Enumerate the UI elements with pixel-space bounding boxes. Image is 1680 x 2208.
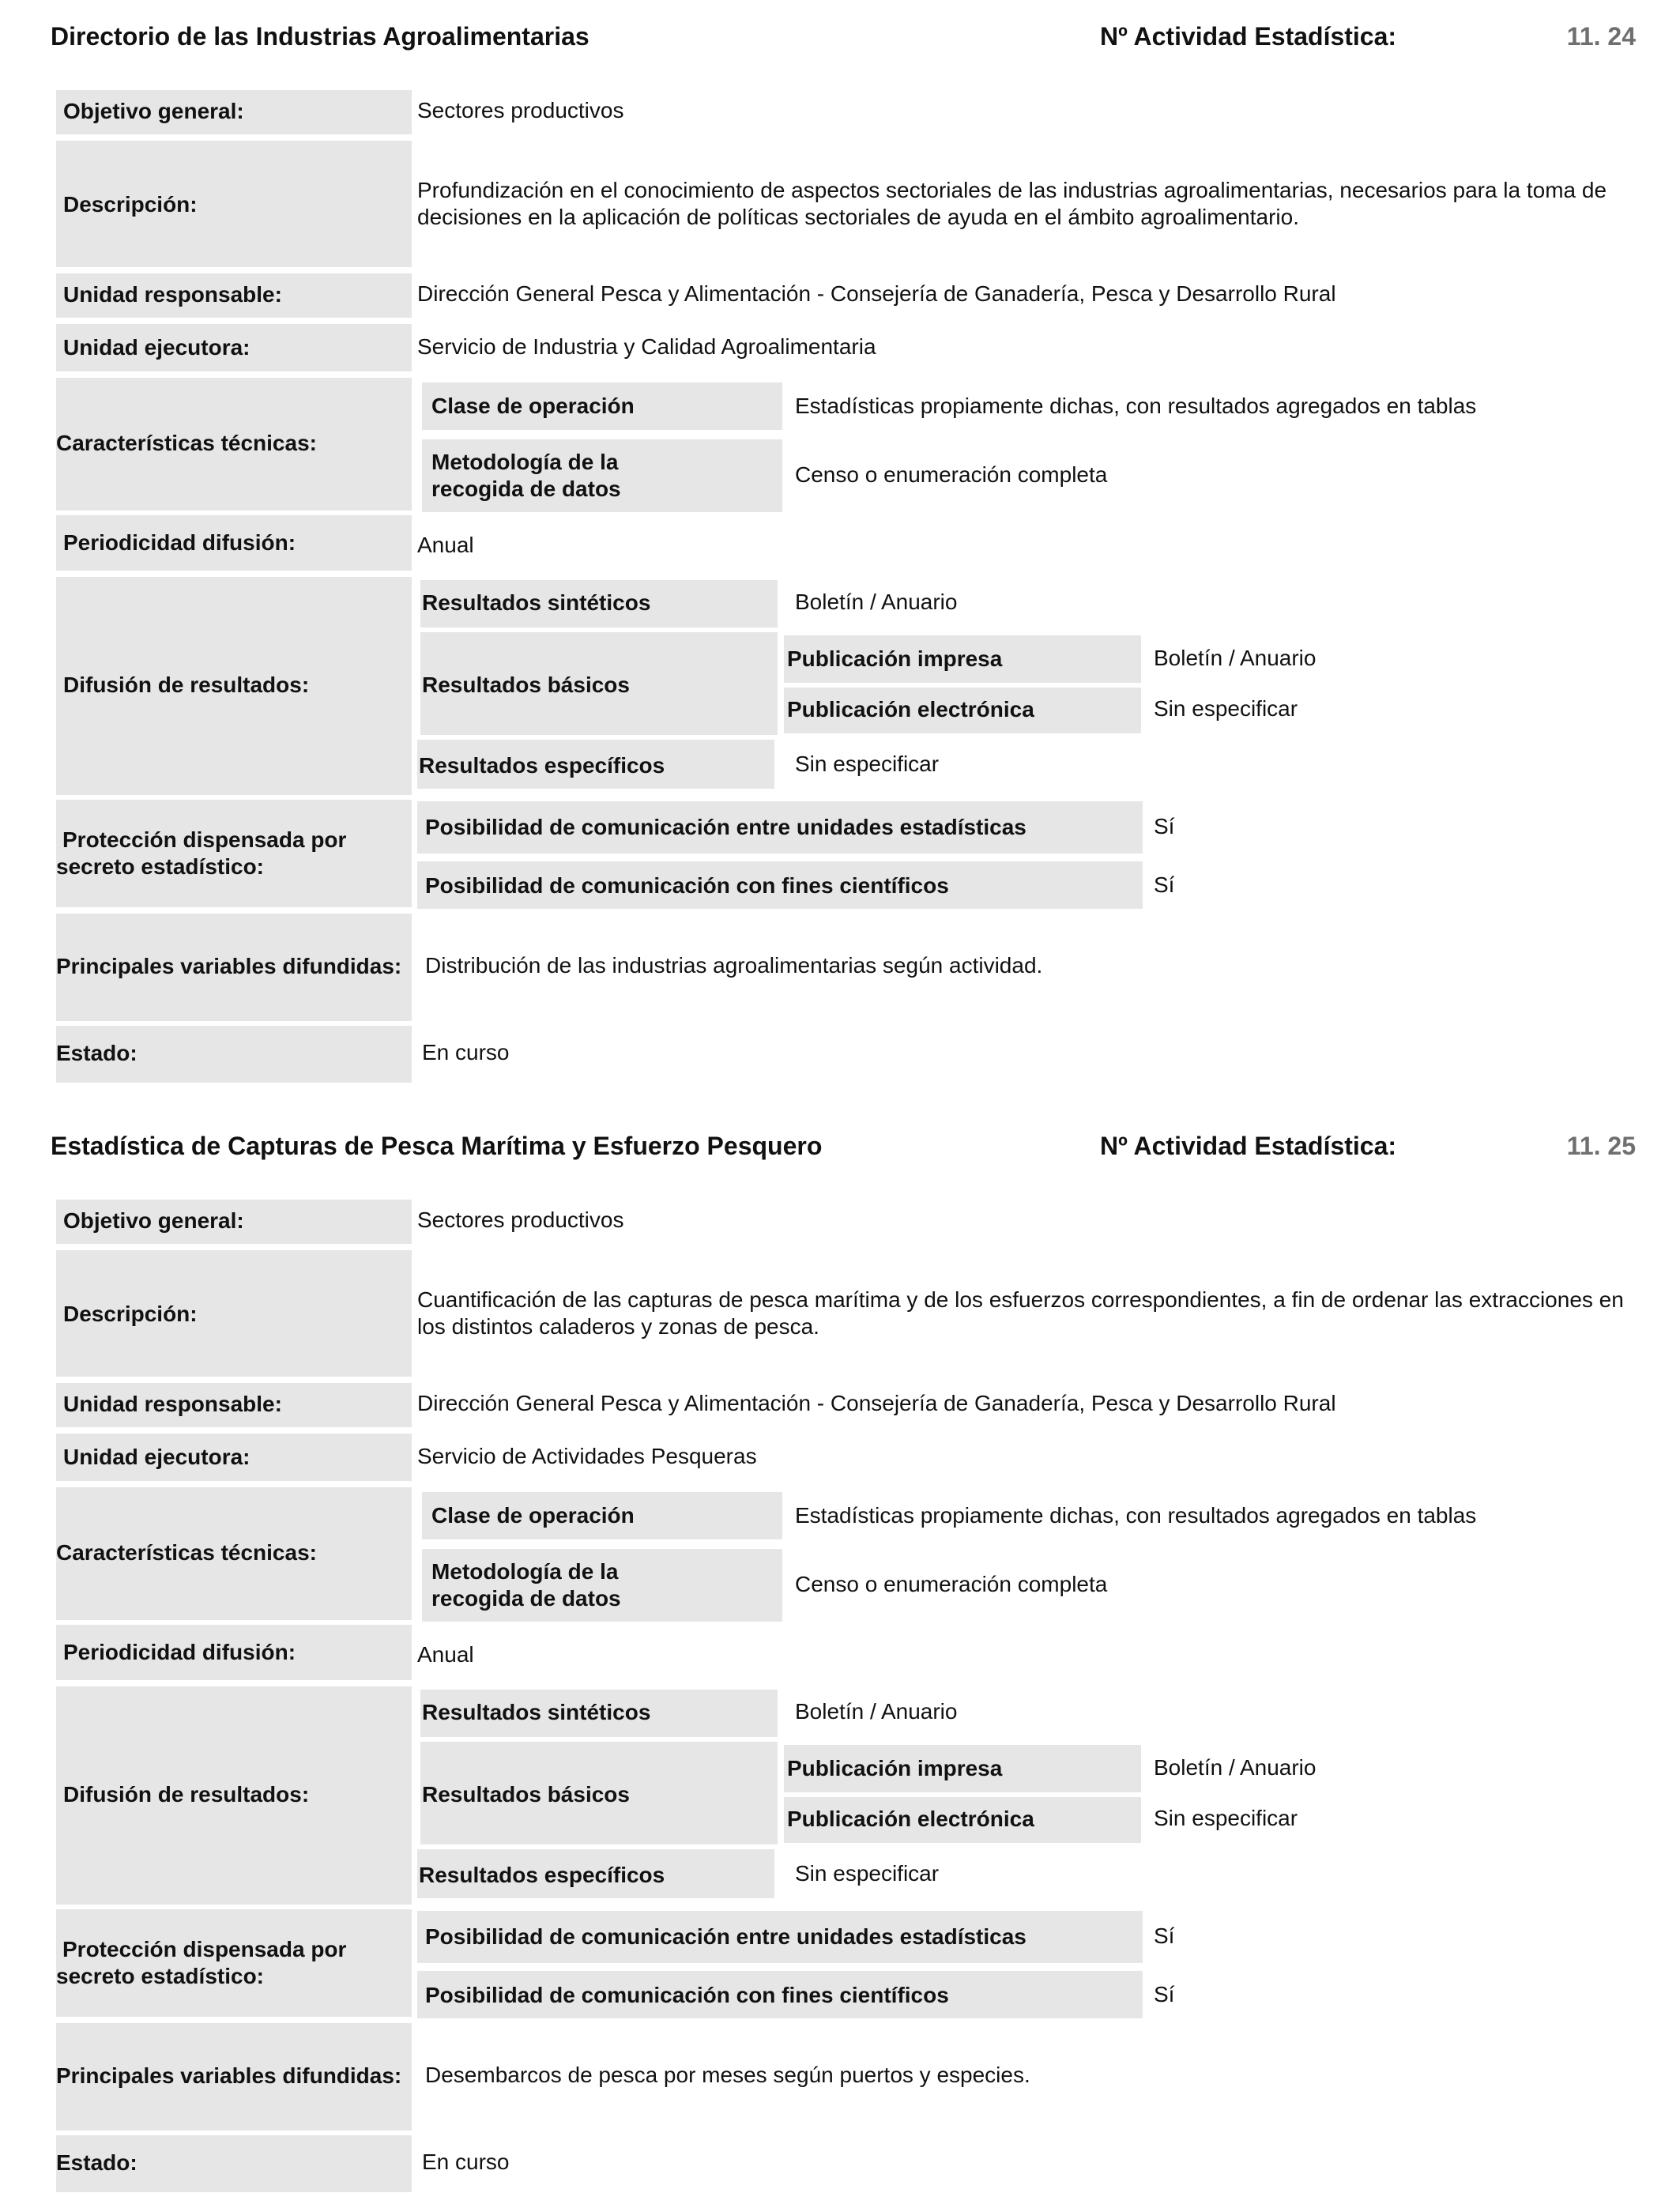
unidad-responsable-value: Dirección General Pesca y Alimentación - Consejería de Ganadería, Pesca y Desarrollo Rural <box>417 281 1336 306</box>
impresa-label: Publicación impresa <box>787 646 1003 671</box>
descripcion-label: Descripción: <box>63 192 198 217</box>
cientificos-value: Sí <box>1154 872 1175 897</box>
record-title: Directorio de las Industrias Agroalimentarias <box>51 22 590 51</box>
unidad-ejecutora-label: Unidad ejecutora: <box>63 1445 250 1469</box>
sinteticos-value: Boletín / Anuario <box>795 590 958 614</box>
periodicidad-value: Anual <box>417 1642 474 1667</box>
objetivo-value: Sectores productivos <box>417 98 624 122</box>
unidad-ejecutora-value: Servicio de Actividades Pesqueras <box>417 1444 757 1468</box>
record-title: Estadística de Capturas de Pesca Marítima y Esfuerzo Pesquero <box>51 1132 823 1160</box>
clase-value: Estadísticas propiamente dichas, con resultados agregados en tablas <box>795 1503 1477 1528</box>
estado-label: Estado: <box>56 2150 137 2175</box>
especificos-value: Sin especificar <box>795 1861 940 1886</box>
difusion-label: Difusión de resultados: <box>63 673 310 697</box>
especificos-label: Resultados específicos <box>419 1863 665 1887</box>
estado-value: En curso <box>422 2150 510 2174</box>
electronica-value: Sin especificar <box>1154 1806 1298 1830</box>
especificos-value: Sin especificar <box>795 752 940 776</box>
electronica-label: Publicación electrónica <box>787 1807 1034 1831</box>
activity-number: 11. 25 <box>1566 1132 1636 1160</box>
electronica-value: Sin especificar <box>1154 696 1298 721</box>
clase-label: Clase de operación <box>431 394 635 418</box>
cientificos-label: Posibilidad de comunicación con fines científicos <box>425 873 949 898</box>
periodicidad-label: Periodicidad difusión: <box>63 530 296 555</box>
proteccion-label: Protección dispensada por secreto estadístico: <box>56 1937 347 1988</box>
unidad-ejecutora-value: Servicio de Industria y Calidad Agroalimentaria <box>417 334 876 359</box>
unidades-value: Sí <box>1154 1924 1175 1948</box>
unidades-label: Posibilidad de comunicación entre unidades estadísticas <box>425 1924 1026 1949</box>
estado-value: En curso <box>422 1040 510 1064</box>
objetivo-label: Objetivo general: <box>63 1208 244 1233</box>
activity-number: 11. 24 <box>1566 22 1636 51</box>
periodicidad-label: Periodicidad difusión: <box>63 1640 296 1664</box>
sinteticos-value: Boletín / Anuario <box>795 1699 958 1724</box>
metodologia-label: Metodología de la recogida de datos <box>431 1559 621 1611</box>
activity-number-label: Nº Actividad Estadística: <box>1100 22 1397 51</box>
unidades-value: Sí <box>1154 814 1175 838</box>
clase-value: Estadísticas propiamente dichas, con resultados agregados en tablas <box>795 394 1477 418</box>
cientificos-value: Sí <box>1154 1982 1175 2006</box>
metodologia-label: Metodología de la recogida de datos <box>431 450 621 501</box>
descripcion-label: Descripción: <box>63 1302 198 1326</box>
unidad-responsable-label: Unidad responsable: <box>63 1392 282 1416</box>
unidad-ejecutora-label: Unidad ejecutora: <box>63 335 250 360</box>
metodologia-value: Censo o enumeración completa <box>795 1572 1108 1596</box>
impresa-value: Boletín / Anuario <box>1154 1755 1317 1780</box>
variables-label: Principales variables difundidas: <box>56 2063 402 2088</box>
unidades-label: Posibilidad de comunicación entre unidades estadísticas <box>425 815 1026 839</box>
activity-number-label: Nº Actividad Estadística: <box>1100 1132 1397 1160</box>
proteccion-label: Protección dispensada por secreto estadístico: <box>56 827 347 879</box>
basicos-label: Resultados básicos <box>422 673 630 697</box>
unidad-responsable-value: Dirección General Pesca y Alimentación - Consejería de Ganadería, Pesca y Desarrollo Rural <box>417 1391 1336 1415</box>
caracteristicas-label: Características técnicas: <box>56 1540 317 1565</box>
difusion-label: Difusión de resultados: <box>63 1782 310 1807</box>
basicos-label: Resultados básicos <box>422 1782 630 1807</box>
sinteticos-label: Resultados sintéticos <box>422 1700 651 1724</box>
electronica-label: Publicación electrónica <box>787 697 1034 722</box>
objetivo-value: Sectores productivos <box>417 1208 624 1232</box>
sinteticos-label: Resultados sintéticos <box>422 590 651 615</box>
statistical-activity-record <box>0 8 1680 1098</box>
metodologia-value: Censo o enumeración completa <box>795 462 1108 487</box>
impresa-value: Boletín / Anuario <box>1154 646 1317 670</box>
unidad-responsable-label: Unidad responsable: <box>63 282 282 307</box>
descripcion-value: Profundización en el conocimiento de aspectos sectoriales de las industrias agroalimentarias, necesarios para la toma de decisiones en la aplicación de políticas sectoriales de ayuda en el ámbito agroalimentario. <box>417 178 1607 229</box>
periodicidad-value: Anual <box>417 533 474 557</box>
cientificos-label: Posibilidad de comunicación con fines científicos <box>425 1983 949 2007</box>
variables-value: Distribución de las industrias agroalimentarias según actividad. <box>425 953 1043 978</box>
especificos-label: Resultados específicos <box>419 753 665 778</box>
descripcion-value: Cuantificación de las capturas de pesca marítima y de los esfuerzos correspondientes, a fin de ordenar las extracciones en los distintos caladeros y zonas de pesca. <box>417 1287 1624 1339</box>
clase-label: Clase de operación <box>431 1503 635 1528</box>
variables-label: Principales variables difundidas: <box>56 954 402 978</box>
variables-value: Desembarcos de pesca por meses según puertos y especies. <box>425 2063 1030 2087</box>
statistical-activity-record <box>0 1117 1680 2208</box>
estado-label: Estado: <box>56 1041 137 1065</box>
impresa-label: Publicación impresa <box>787 1756 1003 1780</box>
caracteristicas-label: Características técnicas: <box>56 431 317 455</box>
objetivo-label: Objetivo general: <box>63 99 244 123</box>
